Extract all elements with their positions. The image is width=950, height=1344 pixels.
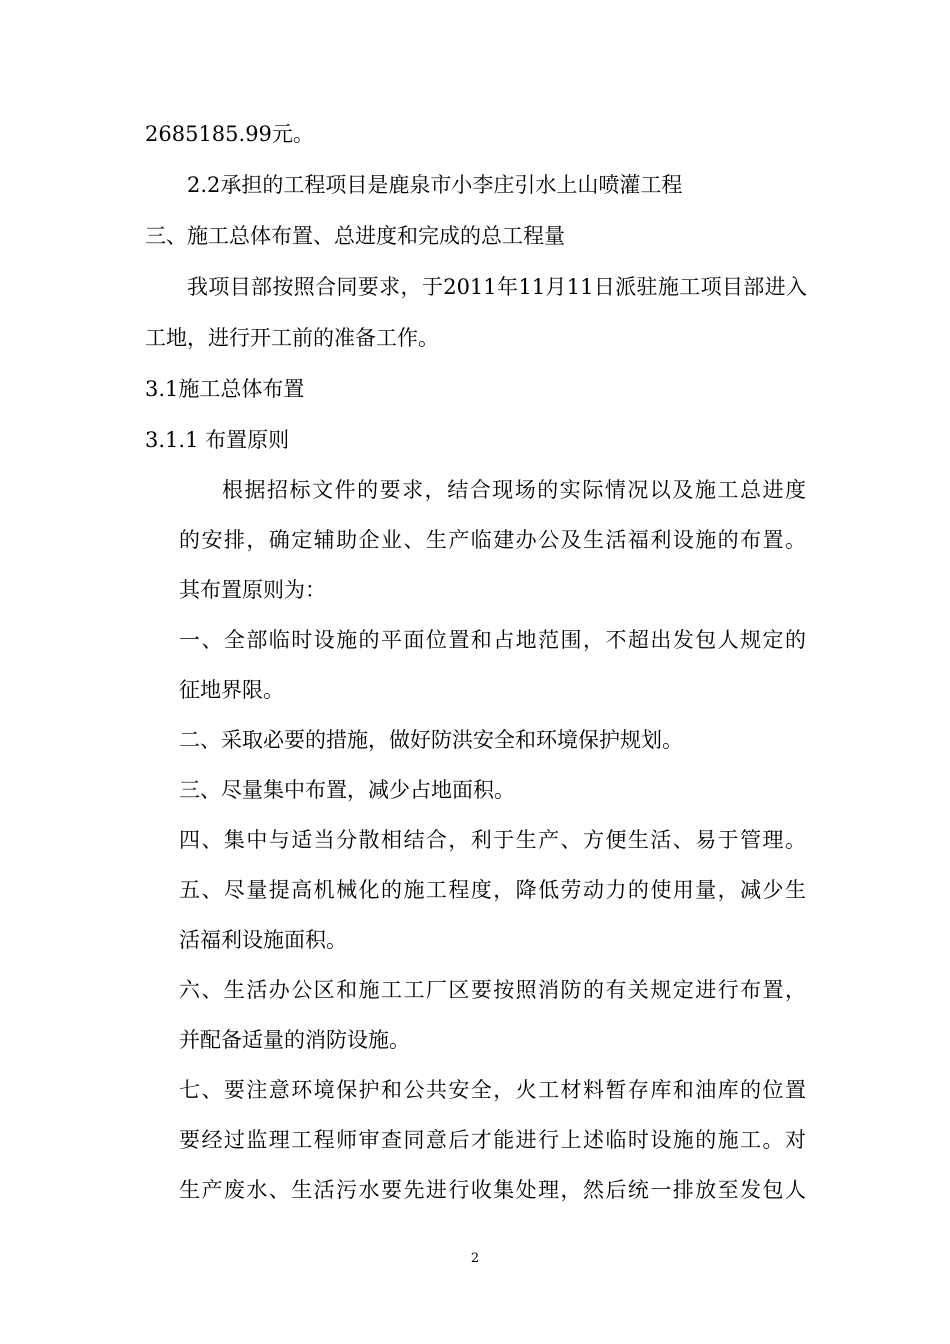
principle-2: 二、采取必要的措施，做好防洪安全和环境保护规划。	[179, 728, 683, 752]
text-line-5: 工地，进行开工前的准备工作。	[145, 326, 439, 350]
principle-7-line-2: 要经过监理工程师审查同意后才能进行上述临时设施的施工。对	[179, 1128, 806, 1152]
section-heading-3: 三、施工总体布置、总进度和完成的总工程量	[145, 224, 565, 248]
text-line-2: 2.2承担的工程项目是鹿泉市小李庄引水上山喷灌工程	[187, 173, 683, 197]
text-line-4: 我项目部按照合同要求，于2011年11月11日派驻施工项目部进入	[187, 275, 807, 299]
text-line-9: 的安排，确定辅助企业、生产临建办公及生活福利设施的布置。	[179, 528, 806, 552]
principle-6-line-1: 六、生活办公区和施工工厂区要按照消防的有关规定进行布置，	[179, 978, 806, 1002]
text-line-10: 其布置原则为：	[179, 578, 326, 602]
principle-3: 三、尽量集中布置，减少占地面积。	[179, 778, 515, 802]
principle-1-line-2: 征地界限。	[179, 678, 284, 702]
page-number: 2	[470, 1251, 480, 1266]
subsection-heading-3-1-1: 3.1.1 布置原则	[145, 428, 290, 452]
principle-1-line-1: 一、全部临时设施的平面位置和占地范围，不超出发包人规定的	[179, 628, 806, 652]
subsection-heading-3-1: 3.1施工总体布置	[145, 377, 305, 401]
principle-6-line-2: 并配备适量的消防设施。	[179, 1028, 410, 1052]
principle-5-line-1: 五、尽量提高机械化的施工程度，降低劳动力的使用量，减少生	[179, 878, 806, 902]
text-line-8: 根据招标文件的要求，结合现场的实际情况以及施工总进度	[222, 478, 806, 502]
principle-7-line-3: 生产废水、生活污水要先进行收集处理，然后统一排放至发包人	[179, 1178, 806, 1202]
text-line-1: 2685185.99元。	[145, 122, 314, 146]
principle-5-line-2: 活福利设施面积。	[179, 928, 347, 952]
principle-4: 四、集中与适当分散相结合，利于生产、方便生活、易于管理。	[179, 828, 806, 852]
principle-7-line-1: 七、要注意环境保护和公共安全，火工材料暂存库和油库的位置	[179, 1078, 806, 1102]
